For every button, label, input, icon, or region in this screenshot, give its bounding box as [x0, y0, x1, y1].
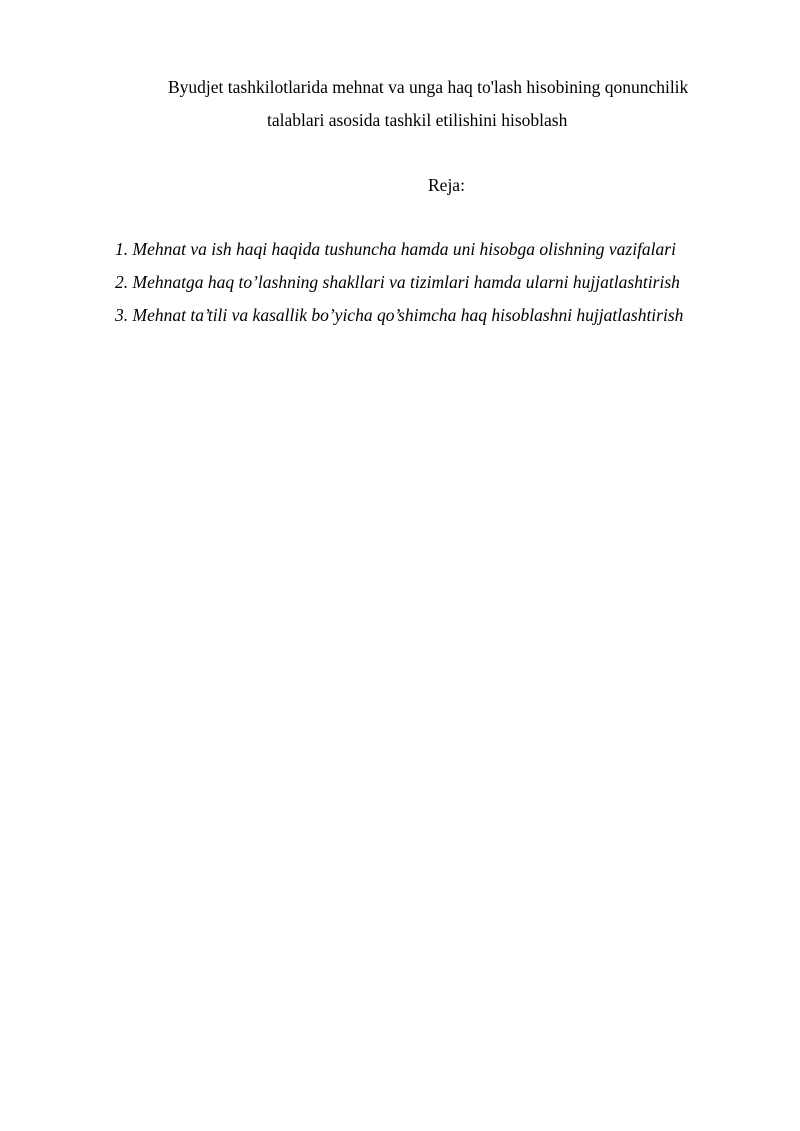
- document-title-line-2: talablari asosida tashkil etilishini hisoblash: [267, 110, 568, 130]
- plan-item: 3. Mehnat ta’tili va kasallik bo’yicha qo’shimcha haq hisoblashni hujjatlashtirish: [115, 305, 684, 325]
- document-title-line-1: Byudjet tashkilotlarida mehnat va unga haq to'lash hisobining qonunchilik: [168, 77, 689, 97]
- plan-item: 1. Mehnat va ish haqi haqida tushuncha hamda uni hisobga olishning vazifalari: [115, 239, 676, 259]
- plan-list: [115, 238, 683, 337]
- plan-item: 2. Mehnatga haq to’lashning shakllari va tizimlari hamda ularni hujjatlashtirish: [115, 272, 680, 292]
- plan-heading: Reja:: [428, 175, 465, 195]
